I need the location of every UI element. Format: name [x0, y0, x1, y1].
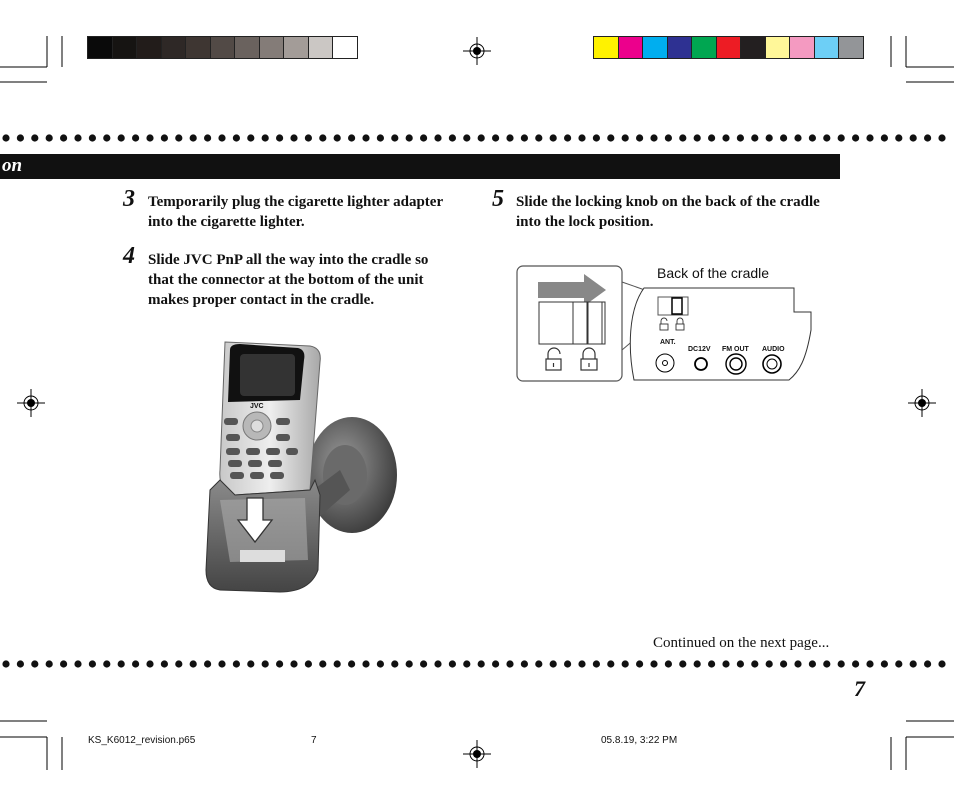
- dot: [550, 134, 557, 141]
- jack-label-ant: ANT.: [660, 339, 676, 346]
- grayscale-swatch: [185, 36, 211, 59]
- dot: [362, 660, 369, 667]
- dot: [463, 660, 470, 667]
- dot: [521, 134, 528, 141]
- dot: [823, 660, 830, 667]
- footer-filename: KS_K6012_revision.p65: [88, 735, 196, 746]
- step-5-number: 5: [492, 186, 504, 212]
- dot: [866, 660, 873, 667]
- dot: [766, 134, 773, 141]
- dot: [434, 660, 441, 667]
- dot: [881, 134, 888, 141]
- grayscale-swatch: [87, 36, 113, 59]
- dot: [46, 660, 53, 667]
- dot: [924, 134, 931, 141]
- dot: [362, 134, 369, 141]
- color-swatch: [642, 36, 668, 59]
- dot: [391, 660, 398, 667]
- dot: [17, 134, 24, 141]
- color-swatch: [667, 36, 693, 59]
- jack-label-audio: AUDIO: [762, 346, 785, 353]
- dot: [290, 134, 297, 141]
- dot: [910, 134, 917, 141]
- dot: [665, 660, 672, 667]
- dot: [506, 134, 513, 141]
- jack-label-dc12v: DC12V: [688, 346, 711, 353]
- dot: [247, 660, 254, 667]
- grayscale-swatch: [259, 36, 285, 59]
- dotted-rule-top: [0, 133, 954, 143]
- dot: [406, 660, 413, 667]
- grayscale-swatch: [161, 36, 187, 59]
- dot: [161, 660, 168, 667]
- dot: [766, 660, 773, 667]
- dot: [420, 660, 427, 667]
- registration-mark-left: [17, 389, 45, 417]
- dot: [46, 134, 53, 141]
- grayscale-swatch: [136, 36, 162, 59]
- dot: [679, 660, 686, 667]
- footer-timestamp: 05.8.19, 3:22 PM: [601, 735, 678, 746]
- dot: [118, 134, 125, 141]
- grayscale-swatch: [332, 36, 358, 59]
- dot: [420, 134, 427, 141]
- dot: [492, 134, 499, 141]
- dot: [146, 134, 153, 141]
- dot: [319, 660, 326, 667]
- dot: [348, 660, 355, 667]
- dot: [276, 660, 283, 667]
- dot: [607, 660, 614, 667]
- dot: [204, 134, 211, 141]
- dot: [204, 660, 211, 667]
- color-swatch: [716, 36, 742, 59]
- dot: [161, 134, 168, 141]
- color-swatch: [691, 36, 717, 59]
- dot: [751, 134, 758, 141]
- dot: [492, 660, 499, 667]
- dot: [924, 660, 931, 667]
- dot: [780, 134, 787, 141]
- dot: [132, 134, 139, 141]
- dot: [478, 660, 485, 667]
- continued-text: Continued on the next page...: [653, 635, 830, 651]
- color-swatch: [814, 36, 840, 59]
- dot: [262, 134, 269, 141]
- dot: [31, 660, 38, 667]
- dot: [737, 134, 744, 141]
- dot: [823, 134, 830, 141]
- dot: [636, 134, 643, 141]
- dot: [334, 134, 341, 141]
- dot: [910, 660, 917, 667]
- step-3-text: Temporarily plug the cigarette lighter adapter into the cigarette lighter.: [148, 194, 444, 230]
- dot: [607, 134, 614, 141]
- dot: [103, 134, 110, 141]
- dc12v-jack: [695, 358, 707, 370]
- step-5-text: Slide the locking knob on the back of the cradle into the lock position.: [516, 194, 820, 230]
- device-logo: JVC: [250, 403, 264, 410]
- dot: [146, 660, 153, 667]
- dot: [535, 134, 542, 141]
- step-4-text: Slide JVC PnP all the way into the cradle so that the connector at the bottom of the unit makes proper contact in the cradle.: [148, 252, 429, 308]
- dot: [276, 134, 283, 141]
- dot: [722, 660, 729, 667]
- dot: [809, 134, 816, 141]
- dot: [175, 134, 182, 141]
- color-swatch: [838, 36, 864, 59]
- registration-mark-bottom: [463, 740, 491, 768]
- dot: [809, 660, 816, 667]
- dot: [722, 134, 729, 141]
- dot: [737, 660, 744, 667]
- dot: [233, 660, 240, 667]
- dot: [521, 660, 528, 667]
- dot: [406, 134, 413, 141]
- dot: [434, 134, 441, 141]
- dot: [694, 660, 701, 667]
- dot: [550, 660, 557, 667]
- registration-mark-top: [463, 37, 491, 65]
- grayscale-swatch: [283, 36, 309, 59]
- color-swatch: [618, 36, 644, 59]
- grayscale-swatch: [112, 36, 138, 59]
- dot: [377, 660, 384, 667]
- dot: [89, 134, 96, 141]
- dot: [17, 660, 24, 667]
- cradle-back-diagram: [514, 260, 819, 385]
- section-banner-text: on: [2, 155, 23, 176]
- dot: [593, 660, 600, 667]
- dot: [838, 660, 845, 667]
- registration-mark-right: [908, 389, 936, 417]
- dot: [938, 134, 945, 141]
- step-3-number: 3: [123, 186, 135, 212]
- dot: [679, 134, 686, 141]
- dot: [334, 660, 341, 667]
- dot: [694, 134, 701, 141]
- dot: [578, 660, 585, 667]
- dot: [305, 134, 312, 141]
- dot: [391, 134, 398, 141]
- page-number: 7: [854, 676, 865, 701]
- color-swatch: [765, 36, 791, 59]
- diagram-title: Back of the cradle: [657, 265, 770, 281]
- color-swatch: [593, 36, 619, 59]
- dot: [377, 134, 384, 141]
- dot: [866, 134, 873, 141]
- dot: [118, 660, 125, 667]
- dot: [794, 134, 801, 141]
- dot: [593, 134, 600, 141]
- grayscale-swatch: [308, 36, 334, 59]
- dot: [794, 660, 801, 667]
- dot: [449, 660, 456, 667]
- dot: [751, 660, 758, 667]
- dot: [708, 660, 715, 667]
- dot: [319, 134, 326, 141]
- dot: [636, 660, 643, 667]
- dot: [74, 134, 81, 141]
- dot: [449, 134, 456, 141]
- dot: [650, 134, 657, 141]
- dot: [506, 660, 513, 667]
- section-banner: [0, 154, 840, 179]
- dot: [218, 660, 225, 667]
- footer-page: 7: [311, 735, 317, 746]
- dot: [535, 660, 542, 667]
- dot: [650, 660, 657, 667]
- dot: [780, 660, 787, 667]
- dot: [895, 134, 902, 141]
- dot: [665, 134, 672, 141]
- dot: [262, 660, 269, 667]
- dot: [103, 660, 110, 667]
- dot: [218, 134, 225, 141]
- dotted-rule-bottom: [0, 659, 954, 669]
- dot: [2, 660, 9, 667]
- dot: [31, 134, 38, 141]
- dot: [708, 134, 715, 141]
- dot: [478, 134, 485, 141]
- dot: [852, 660, 859, 667]
- dot: [60, 134, 67, 141]
- dot: [132, 660, 139, 667]
- jack-label-fm-out: FM OUT: [722, 346, 749, 353]
- dot: [290, 660, 297, 667]
- dot: [564, 134, 571, 141]
- dot: [463, 134, 470, 141]
- grayscale-swatch: [234, 36, 260, 59]
- dot: [2, 134, 9, 141]
- dot: [247, 134, 254, 141]
- dot: [89, 660, 96, 667]
- dot: [578, 134, 585, 141]
- dot: [838, 134, 845, 141]
- color-swatch: [740, 36, 766, 59]
- dot: [881, 660, 888, 667]
- dot: [622, 660, 629, 667]
- dot: [190, 134, 197, 141]
- step-4-number: 4: [123, 243, 135, 269]
- dot: [305, 660, 312, 667]
- dot: [190, 660, 197, 667]
- device-in-cradle-illustration: [200, 330, 405, 600]
- dot: [622, 134, 629, 141]
- dot: [895, 660, 902, 667]
- dot: [852, 134, 859, 141]
- dot: [348, 134, 355, 141]
- dot: [938, 660, 945, 667]
- dot: [74, 660, 81, 667]
- dot: [564, 660, 571, 667]
- color-swatch: [789, 36, 815, 59]
- dot: [175, 660, 182, 667]
- grayscale-swatch: [210, 36, 236, 59]
- dot: [233, 134, 240, 141]
- dot: [60, 660, 67, 667]
